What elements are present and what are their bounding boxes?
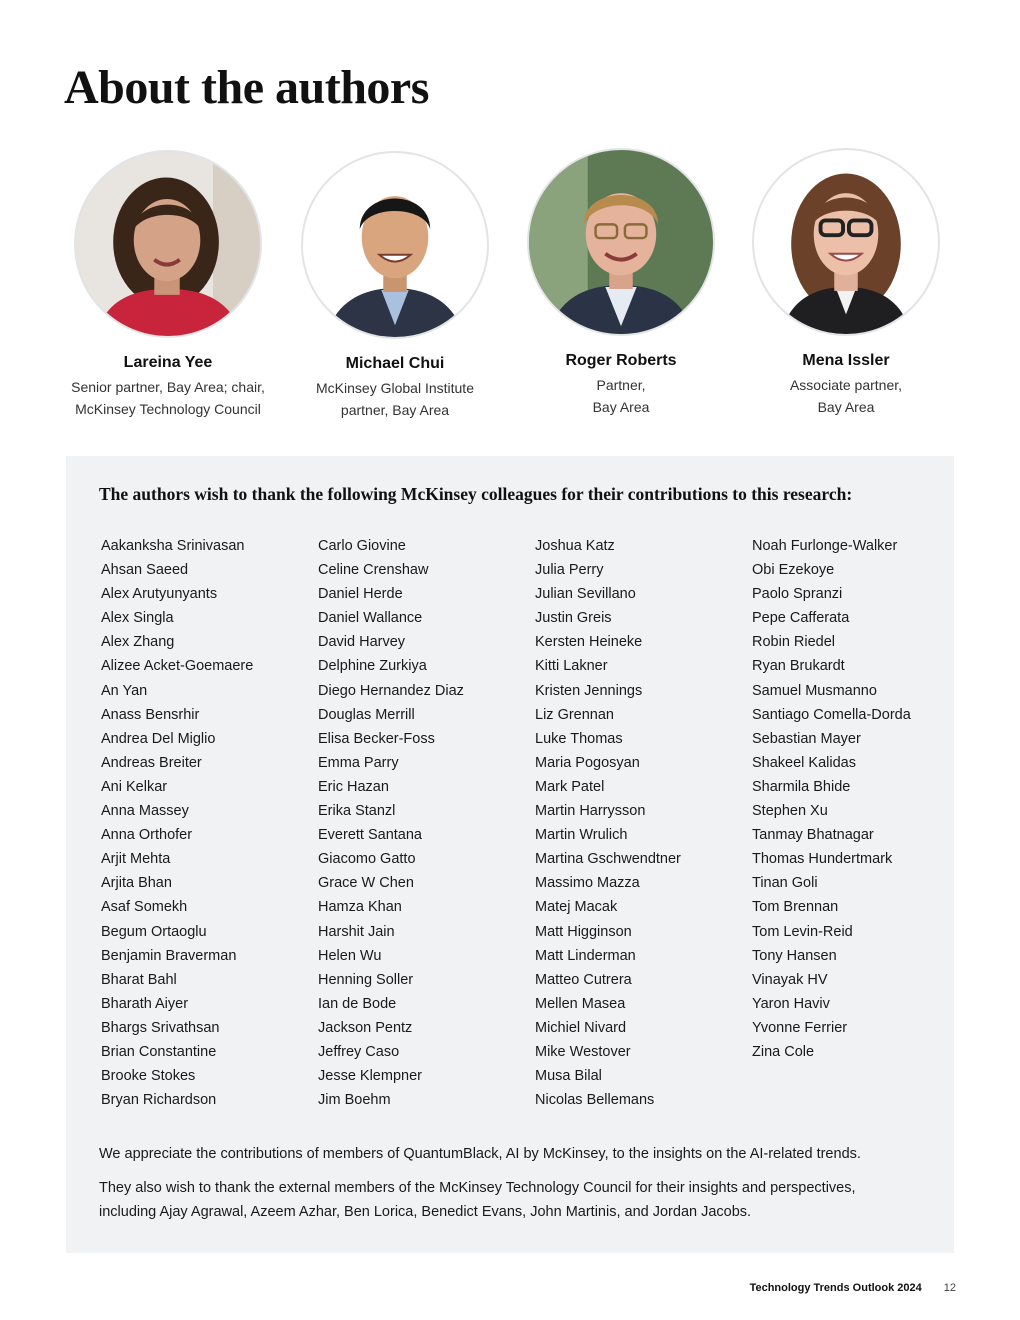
author-card bbox=[38, 150, 298, 420]
colleague-name: Harshit Jain bbox=[318, 923, 395, 940]
colleague-name: Ian de Bode bbox=[318, 995, 397, 1012]
colleague-name: Asaf Somekh bbox=[101, 899, 188, 916]
colleague-name: Anass Bensrhir bbox=[101, 706, 200, 723]
colleague-name: Musa Bilal bbox=[535, 1068, 602, 1085]
author-name: Michael Chui bbox=[345, 355, 445, 372]
colleague-name: Robin Riedel bbox=[752, 634, 836, 651]
page-number: 12 bbox=[943, 1282, 956, 1294]
colleague-name: Luke Thomas bbox=[535, 730, 623, 747]
colleague-name: Yaron Haviv bbox=[752, 995, 830, 1012]
colleague-name: Begum Ortaoglu bbox=[101, 923, 207, 940]
colleague-name: Bryan Richardson bbox=[101, 1092, 217, 1109]
page-footer bbox=[750, 1282, 956, 1294]
colleague-name: Ahsan Saeed bbox=[101, 562, 189, 579]
colleague-name: Carlo Giovine bbox=[318, 538, 406, 554]
colleague-name: Maria Pogosyan bbox=[535, 754, 640, 771]
author-photo bbox=[74, 150, 262, 338]
author-photo bbox=[301, 151, 489, 339]
colleague-name: Everett Santana bbox=[318, 827, 422, 844]
colleague-name: Jim Boehm bbox=[318, 1092, 391, 1109]
colleague-name: Kristen Jennings bbox=[535, 682, 643, 699]
colleague-name: Julia Perry bbox=[535, 562, 604, 579]
colleague-name: Joshua Katz bbox=[535, 538, 615, 554]
colleague-name: Matt Higginson bbox=[535, 923, 632, 940]
colleague-name: Julian Sevillano bbox=[535, 586, 636, 603]
colleague-name: Helen Wu bbox=[318, 947, 382, 964]
acknowledgments-panel bbox=[66, 456, 954, 1253]
colleague-name: Eric Hazan bbox=[318, 778, 389, 795]
colleague-name: Pepe Cafferata bbox=[752, 610, 850, 627]
author-card bbox=[265, 151, 525, 421]
colleague-name: Henning Soller bbox=[318, 971, 414, 988]
author-name: Roger Roberts bbox=[565, 352, 677, 369]
author-role: Partner, Bay Area bbox=[592, 377, 650, 415]
colleague-name: Matt Linderman bbox=[535, 947, 636, 964]
colleague-name: Yvonne Ferrier bbox=[752, 1019, 848, 1036]
quantumblack-note: We appreciate the contributions of members of QuantumBlack, AI by McKinsey, to the insights on the AI-related trends. bbox=[99, 1146, 861, 1162]
colleague-name: Erika Stanzl bbox=[318, 803, 396, 820]
colleague-name: Giacomo Gatto bbox=[318, 851, 416, 868]
colleague-name: Tony Hansen bbox=[752, 947, 837, 964]
colleague-name: Jesse Klempner bbox=[318, 1068, 422, 1085]
colleague-name: Kitti Lakner bbox=[535, 658, 608, 675]
colleague-name: Vinayak HV bbox=[752, 971, 828, 988]
colleague-name: Tom Levin-Reid bbox=[752, 923, 853, 940]
author-card bbox=[716, 148, 976, 418]
colleague-name: Nicolas Bellemans bbox=[535, 1092, 655, 1109]
portrait-icon bbox=[754, 150, 938, 334]
colleague-name: Bhargs Srivathsan bbox=[101, 1019, 220, 1036]
colleague-column bbox=[318, 534, 464, 1112]
colleague-name: Sebastian Mayer bbox=[752, 730, 861, 747]
colleague-name: Martin Wrulich bbox=[535, 827, 628, 844]
colleague-column bbox=[752, 534, 911, 1064]
colleague-name: Daniel Wallance bbox=[318, 610, 423, 627]
colleague-name: Thomas Hundertmark bbox=[752, 851, 893, 868]
colleague-name: Mike Westover bbox=[535, 1043, 631, 1060]
colleague-name: Justin Greis bbox=[535, 610, 612, 627]
colleague-name: Obi Ezekoye bbox=[752, 562, 835, 579]
colleague-name: Ani Kelkar bbox=[101, 778, 168, 795]
colleague-name: Bharath Aiyer bbox=[101, 995, 189, 1012]
colleague-name: Samuel Musmanno bbox=[752, 682, 877, 699]
external-council-note: They also wish to thank the external members of the McKinsey Technology Council for their insights and perspectives, including Ajay Agrawal, Azeem Azhar, Ben Lorica, Benedict Evans, John Martinis, and Jordan Jacobs. bbox=[99, 1180, 856, 1220]
author-role: McKinsey Global Institute partner, Bay Area bbox=[316, 380, 474, 418]
portrait-icon bbox=[303, 153, 487, 337]
colleague-name: Alex Zhang bbox=[101, 634, 175, 651]
colleague-name: Grace W Chen bbox=[318, 875, 414, 892]
portrait-icon bbox=[76, 152, 260, 336]
colleague-name: Andreas Breiter bbox=[101, 754, 202, 771]
colleague-column bbox=[535, 534, 681, 1112]
colleague-name: Sharmila Bhide bbox=[752, 778, 851, 795]
colleague-name: Kersten Heineke bbox=[535, 634, 643, 651]
colleague-name: Bharat Bahl bbox=[101, 971, 177, 988]
colleague-name: Martin Harrysson bbox=[535, 803, 646, 820]
colleague-name: Zina Cole bbox=[752, 1043, 815, 1060]
colleague-name: Emma Parry bbox=[318, 754, 399, 771]
colleague-name: Mellen Masea bbox=[535, 995, 626, 1012]
colleague-name: Hamza Khan bbox=[318, 899, 402, 916]
colleague-name: Ryan Brukardt bbox=[752, 658, 845, 675]
colleague-name: Matej Macak bbox=[535, 899, 618, 916]
colleague-name: Santiago Comella-Dorda bbox=[752, 706, 911, 723]
colleague-name: Shakeel Kalidas bbox=[752, 754, 856, 771]
colleague-name: Aakanksha Srinivasan bbox=[101, 538, 245, 554]
colleague-name: Anna Orthofer bbox=[101, 827, 193, 844]
colleague-column bbox=[101, 534, 253, 1112]
author-role: Associate partner, Bay Area bbox=[789, 377, 903, 415]
colleague-name: Douglas Merrill bbox=[318, 706, 415, 723]
colleague-name: Anna Massey bbox=[101, 803, 189, 820]
author-name: Lareina Yee bbox=[123, 354, 213, 371]
colleague-name: Paolo Spranzi bbox=[752, 586, 843, 603]
colleague-name: Elisa Becker-Foss bbox=[318, 730, 435, 747]
colleague-name: Celine Crenshaw bbox=[318, 562, 429, 579]
colleague-name: Jeffrey Caso bbox=[318, 1043, 400, 1060]
colleague-name: Tanmay Bhatnagar bbox=[752, 827, 874, 844]
colleague-name: Alex Arutyunyants bbox=[101, 586, 218, 603]
colleague-name: Stephen Xu bbox=[752, 803, 828, 820]
colleague-name: Matteo Cutrera bbox=[535, 971, 632, 988]
colleague-name: Arjit Mehta bbox=[101, 851, 171, 868]
author-card bbox=[491, 148, 751, 418]
colleague-name: Brian Constantine bbox=[101, 1043, 217, 1060]
colleague-name: Daniel Herde bbox=[318, 586, 403, 603]
colleague-name: Jackson Pentz bbox=[318, 1019, 413, 1036]
colleague-name: David Harvey bbox=[318, 634, 406, 651]
colleague-name: Delphine Zurkiya bbox=[318, 658, 427, 675]
colleague-name: Arjita Bhan bbox=[101, 875, 172, 892]
colleague-name: Noah Furlonge-Walker bbox=[752, 538, 898, 554]
colleague-name: Martina Gschwendtner bbox=[535, 851, 681, 868]
colleague-name: Brooke Stokes bbox=[101, 1068, 196, 1085]
author-photo bbox=[752, 148, 940, 336]
page-title: About the authors bbox=[64, 61, 429, 114]
colleague-name: Michiel Nivard bbox=[535, 1019, 627, 1036]
author-name: Mena Issler bbox=[802, 352, 890, 369]
portrait-icon bbox=[529, 150, 713, 334]
colleague-name: Andrea Del Miglio bbox=[101, 730, 216, 747]
colleague-name: Diego Hernandez Diaz bbox=[318, 682, 464, 699]
colleague-name: Liz Grennan bbox=[535, 706, 614, 723]
colleague-name: Massimo Mazza bbox=[535, 875, 640, 892]
colleague-name: Tom Brennan bbox=[752, 899, 839, 916]
colleague-name: Tinan Goli bbox=[752, 875, 818, 892]
acknowledgments-heading: The authors wish to thank the following McKinsey colleagues for their contributions to this research: bbox=[99, 484, 853, 504]
colleague-name: Alizee Acket-Goemaere bbox=[101, 658, 254, 675]
colleague-name: An Yan bbox=[101, 682, 148, 699]
footer-publication: Technology Trends Outlook 2024 bbox=[749, 1282, 922, 1294]
colleague-name: Benjamin Braverman bbox=[101, 947, 237, 964]
colleague-name: Alex Singla bbox=[101, 610, 174, 627]
colleague-name: Mark Patel bbox=[535, 778, 605, 795]
author-role: Senior partner, Bay Area; chair, McKinsey Technology Council bbox=[71, 379, 265, 417]
author-photo bbox=[527, 148, 715, 336]
